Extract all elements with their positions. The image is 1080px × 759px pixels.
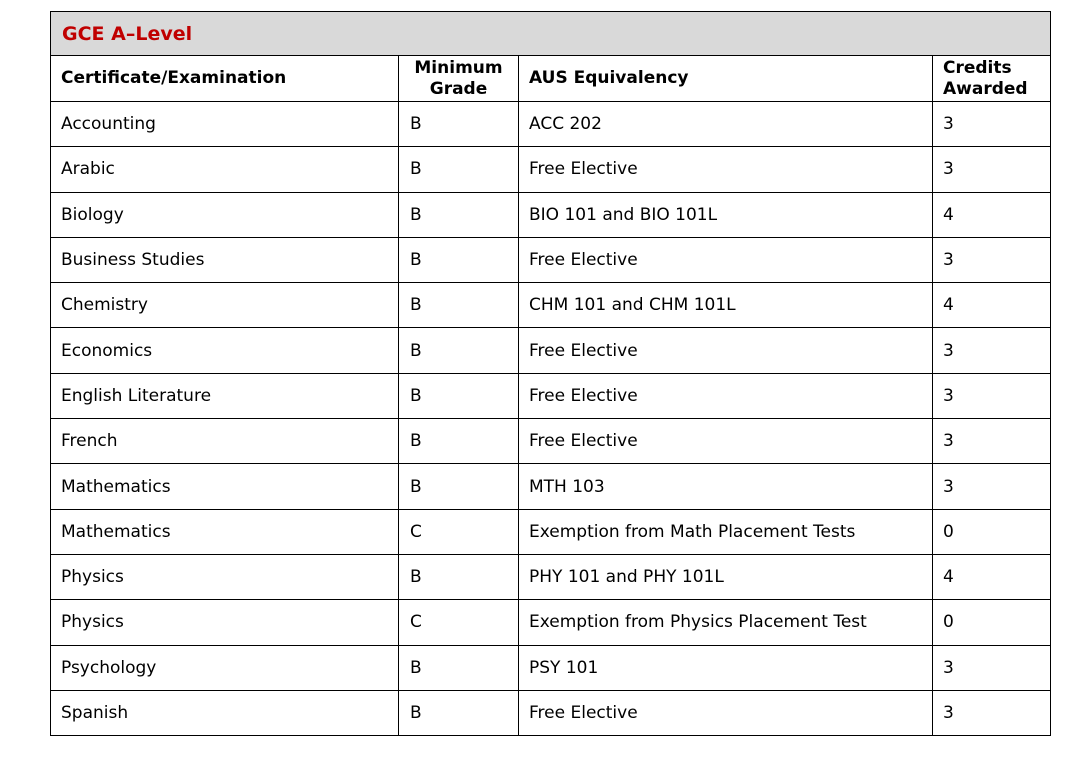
cell-grade: C [399,600,519,645]
cell-equivalency: PHY 101 and PHY 101L [519,554,933,599]
table-row [51,328,1051,373]
cell-equivalency: Free Elective [519,328,933,373]
cell-credits: 0 [933,600,1051,645]
cell-credits: 3 [933,328,1051,373]
cell-subject: Chemistry [51,283,399,328]
cell-subject: Accounting [51,102,399,147]
cell-subject: Physics [51,554,399,599]
table-row [51,373,1051,418]
cell-grade: B [399,328,519,373]
table-row [51,690,1051,735]
cell-grade: B [399,102,519,147]
cell-subject: Business Studies [51,237,399,282]
table-row [51,509,1051,554]
table-row [51,554,1051,599]
cell-equivalency: Exemption from Physics Placement Test [519,600,933,645]
cell-grade: B [399,237,519,282]
cell-subject: Mathematics [51,464,399,509]
cell-grade: B [399,690,519,735]
cell-subject: Psychology [51,645,399,690]
cell-grade: B [399,283,519,328]
cell-credits: 4 [933,192,1051,237]
table-row [51,419,1051,464]
table-row [51,464,1051,509]
header-credits-line1: Credits [943,57,1012,78]
cell-credits: 3 [933,237,1051,282]
header-certificate: Certificate/Examination [51,56,399,102]
cell-credits: 4 [933,283,1051,328]
cell-equivalency: Free Elective [519,690,933,735]
cell-credits: 3 [933,419,1051,464]
cell-grade: B [399,645,519,690]
header-minimum-grade [399,56,519,102]
cell-credits: 0 [933,509,1051,554]
header-grade-line1: Minimum [414,57,503,78]
cell-subject: Biology [51,192,399,237]
table-row [51,192,1051,237]
table-row [51,147,1051,192]
cell-grade: B [399,373,519,418]
cell-subject: Physics [51,600,399,645]
cell-subject: Spanish [51,690,399,735]
cell-grade: B [399,464,519,509]
cell-credits: 3 [933,147,1051,192]
header-equivalency: AUS Equivalency [519,56,933,102]
table-row [51,283,1051,328]
cell-subject: Economics [51,328,399,373]
cell-grade: B [399,192,519,237]
table-title: GCE A–Level [51,12,1051,56]
cell-equivalency: Free Elective [519,419,933,464]
cell-equivalency: Free Elective [519,147,933,192]
cell-credits: 4 [933,554,1051,599]
cell-equivalency: Free Elective [519,237,933,282]
cell-credits: 3 [933,690,1051,735]
cell-grade: C [399,509,519,554]
cell-equivalency: MTH 103 [519,464,933,509]
cell-subject: Mathematics [51,509,399,554]
cell-equivalency: ACC 202 [519,102,933,147]
cell-grade: B [399,147,519,192]
cell-subject: French [51,419,399,464]
table-body [51,102,1051,736]
cell-grade: B [399,419,519,464]
header-grade-line2: Grade [429,78,488,99]
table-row [51,600,1051,645]
cell-credits: 3 [933,373,1051,418]
cell-equivalency: CHM 101 and CHM 101L [519,283,933,328]
cell-subject: Arabic [51,147,399,192]
cell-equivalency: Free Elective [519,373,933,418]
table-row [51,645,1051,690]
cell-subject: English Literature [51,373,399,418]
table-row [51,237,1051,282]
cell-equivalency: BIO 101 and BIO 101L [519,192,933,237]
header-credits [933,56,1051,102]
equivalency-table [50,11,1051,736]
cell-equivalency: Exemption from Math Placement Tests [519,509,933,554]
cell-grade: B [399,554,519,599]
header-credits-line2: Awarded [943,78,1028,99]
cell-credits: 3 [933,102,1051,147]
cell-credits: 3 [933,464,1051,509]
header-row [51,56,1051,102]
cell-credits: 3 [933,645,1051,690]
cell-equivalency: PSY 101 [519,645,933,690]
table-row [51,102,1051,147]
